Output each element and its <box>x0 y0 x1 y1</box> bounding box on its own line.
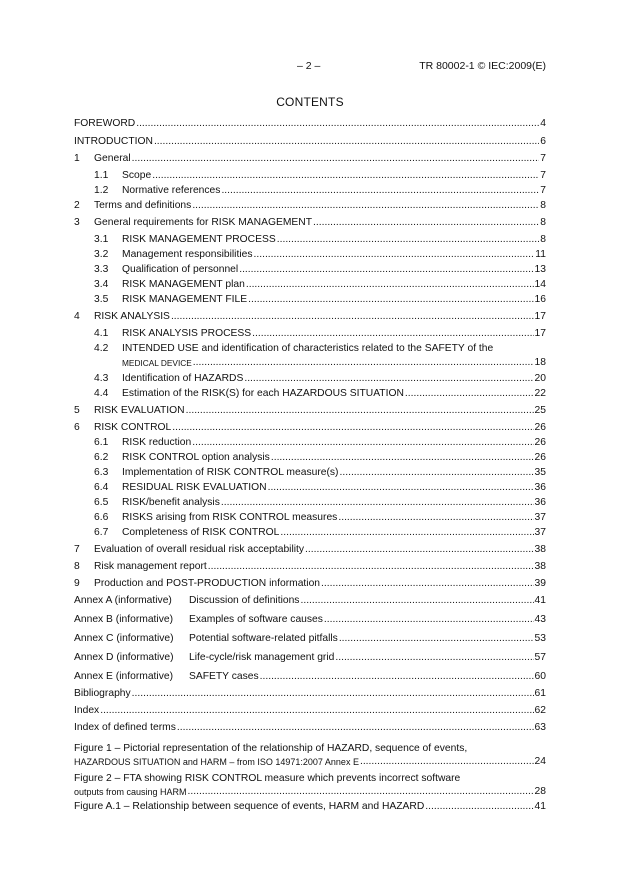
contents-title: CONTENTS <box>276 95 344 109</box>
dot-leader <box>277 234 540 246</box>
toc-entry[interactable] <box>74 422 546 434</box>
toc-entry-title: RISK ANALYSIS <box>94 311 170 322</box>
toc-entry[interactable] <box>74 688 546 700</box>
dot-leader <box>280 527 533 539</box>
figure-entry-line <box>74 786 546 798</box>
toc-entry-page: 57 <box>534 652 546 663</box>
toc-entry-number: 2 <box>74 200 80 211</box>
toc-entry-line <box>74 185 546 197</box>
toc-entry-number: 4.2 <box>94 343 109 354</box>
annex-label: Annex C (informative) <box>74 633 174 644</box>
dot-leader <box>172 422 533 434</box>
toc-entry-number: 4.4 <box>94 388 109 399</box>
toc-entry-line <box>74 373 546 385</box>
toc-entry-line <box>74 497 546 509</box>
toc-entry-line <box>74 512 546 524</box>
toc-entry-title: Completeness of RISK CONTROL <box>122 527 280 538</box>
dot-leader <box>186 405 534 417</box>
toc-entry-page: 13 <box>534 264 546 275</box>
toc-entry[interactable] <box>74 294 546 306</box>
dot-leader <box>339 633 534 645</box>
toc-entry-title: Management responsibilities <box>122 249 253 260</box>
annex-label: Annex B (informative) <box>74 614 174 625</box>
toc-entry[interactable] <box>74 652 546 664</box>
toc-entry[interactable] <box>74 578 546 590</box>
toc-entry-line <box>74 422 546 434</box>
toc-entry-page: 37 <box>534 527 546 538</box>
toc-entry[interactable] <box>74 136 546 148</box>
toc-entry[interactable] <box>74 722 546 734</box>
toc-entry-number: 4 <box>74 311 80 322</box>
toc-entry-page: 14 <box>534 279 546 290</box>
dot-leader <box>360 756 534 768</box>
toc-entry-line <box>74 544 546 556</box>
toc-entry-number: 1 <box>74 153 80 164</box>
toc-entry-page: 36 <box>534 482 546 493</box>
dot-leader <box>246 279 534 291</box>
toc-entry-title: RISK CONTROL option analysis <box>122 452 270 463</box>
toc-entry-page: 39 <box>534 578 546 589</box>
toc-entry-number: 6.5 <box>94 497 109 508</box>
toc-entry-line <box>74 136 546 148</box>
toc-entry[interactable] <box>74 482 546 494</box>
toc-entry-line <box>74 357 546 369</box>
toc-entry-page: 7 <box>540 153 546 164</box>
toc-entry-page: 16 <box>534 294 546 305</box>
dot-leader <box>425 801 533 813</box>
toc-entry-number: 4.1 <box>94 328 109 339</box>
toc-entry-page: 38 <box>534 561 546 572</box>
toc-entry-page: 6 <box>540 136 546 147</box>
dot-leader <box>313 217 539 229</box>
toc-entry-number: 1.1 <box>94 170 109 181</box>
toc-entry[interactable] <box>74 561 546 573</box>
toc-entry-line <box>74 200 546 212</box>
toc-entry-line <box>74 388 546 400</box>
toc-entry[interactable] <box>74 311 546 323</box>
toc-entry-title: Estimation of the RISK(S) for each HAZARDOUS SITUATION <box>122 388 404 399</box>
toc-entry[interactable] <box>74 373 546 385</box>
toc-entry-line <box>74 722 546 734</box>
toc-entry-line <box>74 578 546 590</box>
toc-entry-title: Scope <box>122 170 152 181</box>
dot-leader <box>321 578 533 590</box>
dot-leader <box>405 388 534 400</box>
toc-entry-line <box>74 614 546 626</box>
toc-entry[interactable] <box>74 633 546 645</box>
toc-entry-title: FOREWORD <box>74 118 136 129</box>
toc-entry-line <box>74 343 546 355</box>
toc-entry-number: 3 <box>74 217 80 228</box>
toc-entry-page: 37 <box>534 512 546 523</box>
toc-entry[interactable] <box>74 437 546 449</box>
toc-entry-title: General <box>94 153 131 164</box>
dot-leader <box>152 170 539 182</box>
toc-entry-line <box>74 437 546 449</box>
toc-entry-line <box>74 482 546 494</box>
toc-entry-title-continued: MEDICAL DEVICE <box>122 358 192 368</box>
dot-leader <box>221 497 534 509</box>
toc-entry[interactable] <box>74 467 546 479</box>
toc-entry-number: 6.2 <box>94 452 109 463</box>
figure-entry[interactable] <box>74 801 546 813</box>
toc-entry-page: 17 <box>534 311 546 322</box>
toc-entry-page: 41 <box>534 595 546 606</box>
toc-entry-page: 26 <box>534 422 546 433</box>
toc-entry-line <box>74 153 546 165</box>
toc-entry-title: RISK CONTROL <box>94 422 172 433</box>
toc-entry-number: 3.1 <box>94 234 109 245</box>
dot-leader <box>132 688 534 700</box>
toc-entry-number: 6 <box>74 422 80 433</box>
toc-entry-title: RESIDUAL RISK EVALUATION <box>122 482 267 493</box>
figure-entry-line <box>74 743 546 755</box>
dot-leader <box>154 136 539 148</box>
toc-entry[interactable] <box>74 217 546 229</box>
dot-leader <box>300 595 533 607</box>
toc-entry[interactable] <box>74 343 546 369</box>
toc-entry-page: 43 <box>534 614 546 625</box>
toc-entry-page: 53 <box>534 633 546 644</box>
figure-caption-continued: outputs from causing HARM <box>74 787 187 797</box>
toc-entry-line <box>74 279 546 291</box>
dot-leader <box>248 294 533 306</box>
toc-entry-line <box>74 671 546 683</box>
toc-entry-title: RISK MANAGEMENT PROCESS <box>122 234 276 245</box>
dot-leader <box>252 328 533 340</box>
toc-entry-line <box>74 705 546 717</box>
toc-entry-line <box>74 561 546 573</box>
figure-entry[interactable] <box>74 743 546 768</box>
toc-entry[interactable] <box>74 234 546 246</box>
dot-leader <box>193 357 534 369</box>
toc-entry-line <box>74 234 546 246</box>
toc-entry-line <box>74 688 546 700</box>
toc-entry-number: 6.1 <box>94 437 109 448</box>
toc-entry-line <box>74 118 546 130</box>
toc-entry-title: Production and POST-PRODUCTION information <box>94 578 321 589</box>
toc-entry-title: RISK ANALYSIS PROCESS <box>122 328 252 339</box>
annex-label: Annex E (informative) <box>74 671 174 682</box>
toc-entry-title: Life-cycle/risk management grid <box>189 652 335 663</box>
toc-entry-title: General requirements for RISK MANAGEMENT <box>94 217 313 228</box>
toc-entry-title: Identification of HAZARDS <box>122 373 244 384</box>
toc-entry[interactable] <box>74 279 546 291</box>
dot-leader <box>132 153 540 165</box>
figure-page: 24 <box>534 756 546 767</box>
toc-entry-page: 8 <box>540 200 546 211</box>
figure-entry[interactable] <box>74 773 546 798</box>
toc-entry-page: 38 <box>534 544 546 555</box>
toc-entry-title: Evaluation of overall residual risk acceptability <box>94 544 305 555</box>
toc-entry-page: 11 <box>535 249 546 260</box>
dot-leader <box>335 652 533 664</box>
toc-entry[interactable] <box>74 249 546 261</box>
toc-entry-page: 35 <box>534 467 546 478</box>
toc-entry-number: 3.3 <box>94 264 109 275</box>
toc-entry-page: 25 <box>534 405 546 416</box>
dot-leader <box>244 373 533 385</box>
dot-leader <box>171 311 534 323</box>
dot-leader <box>192 437 533 449</box>
dot-leader <box>177 722 534 734</box>
toc-entry-page: 36 <box>534 497 546 508</box>
toc-entry-number: 3.4 <box>94 279 109 290</box>
dot-leader <box>100 705 533 717</box>
dot-leader <box>268 482 534 494</box>
dot-leader <box>260 671 534 683</box>
toc-entry-line <box>74 264 546 276</box>
dot-leader <box>221 185 539 197</box>
toc-entry[interactable] <box>74 452 546 464</box>
toc-entry-page: 4 <box>540 118 546 129</box>
toc-entry-title: Bibliography <box>74 688 131 699</box>
figure-caption-continued: HAZARDOUS SITUATION and HARM – from ISO 14971:2007 Annex E <box>74 757 359 767</box>
figure-entry-line <box>74 773 546 785</box>
toc-entry-title: Potential software-related pitfalls <box>189 633 338 644</box>
dot-leader <box>340 467 534 479</box>
toc-entry-title: Terms and definitions <box>94 200 192 211</box>
toc-entry-line <box>74 467 546 479</box>
toc-entry-title: INTENDED USE and identification of characteristics related to the SAFETY of the <box>122 343 494 354</box>
toc-entry[interactable] <box>74 705 546 717</box>
toc-entry-title: Discussion of definitions <box>189 595 300 606</box>
toc-entry[interactable] <box>74 200 546 212</box>
toc-entry-page: 60 <box>534 671 546 682</box>
toc-entry-number: 6.6 <box>94 512 109 523</box>
toc-entry-number: 7 <box>74 544 80 555</box>
toc-entry[interactable] <box>74 595 546 607</box>
dot-leader <box>271 452 534 464</box>
page-number: – 2 – <box>297 60 321 72</box>
toc-entry-title: RISK MANAGEMENT FILE <box>122 294 248 305</box>
figure-page: 28 <box>534 786 546 797</box>
figure-caption: Figure 2 – FTA showing RISK CONTROL measure which prevents incorrect software <box>74 773 461 784</box>
toc-entry-title: Index of defined terms <box>74 722 176 733</box>
toc-entry-title: RISKS arising from RISK CONTROL measures <box>122 512 338 523</box>
toc-entry[interactable] <box>74 328 546 340</box>
toc-entry-line <box>74 311 546 323</box>
toc-entry-line <box>74 405 546 417</box>
toc-entry-page: 61 <box>534 688 546 699</box>
toc-entry-line <box>74 328 546 340</box>
toc-entry[interactable] <box>74 512 546 524</box>
toc-entry-page: 20 <box>534 373 546 384</box>
figure-caption: Figure A.1 – Relationship between sequence of events, HARM and HAZARD <box>74 801 425 812</box>
toc-entry-title: Index <box>74 705 100 716</box>
toc-entry[interactable] <box>74 544 546 556</box>
toc-entry-title: Examples of software causes <box>189 614 323 625</box>
toc-entry-line <box>74 170 546 182</box>
dot-leader <box>324 614 534 626</box>
toc-entry-page: 8 <box>540 217 546 228</box>
toc-entry-line <box>74 652 546 664</box>
toc-entry[interactable] <box>74 118 546 130</box>
toc-entry[interactable] <box>74 527 546 539</box>
annex-label: Annex D (informative) <box>74 652 174 663</box>
toc-entry-title: RISK EVALUATION <box>94 405 185 416</box>
toc-entry[interactable] <box>74 264 546 276</box>
dot-leader <box>254 249 535 261</box>
toc-entry-page: 7 <box>540 185 546 196</box>
toc-entry-number: 5 <box>74 405 80 416</box>
dot-leader <box>188 786 534 798</box>
toc-entry[interactable] <box>74 405 546 417</box>
toc-entry-title: RISK MANAGEMENT plan <box>122 279 245 290</box>
toc-entry-page: 17 <box>534 328 546 339</box>
document-reference: TR 80002-1 © IEC:2009(E) <box>419 60 546 72</box>
toc-entry-number: 3.5 <box>94 294 109 305</box>
dot-leader <box>208 561 534 573</box>
figure-caption: Figure 1 – Pictorial representation of the relationship of HAZARD, sequence of events, <box>74 743 468 754</box>
toc-entry-line <box>74 527 546 539</box>
toc-entry-title: Qualification of personnel <box>122 264 239 275</box>
toc-entry-line <box>74 633 546 645</box>
toc-entry-page: 18 <box>534 357 546 368</box>
toc-entry-number: 6.3 <box>94 467 109 478</box>
dot-leader <box>136 118 539 130</box>
toc-entry-line <box>74 217 546 229</box>
toc-entry-line <box>74 294 546 306</box>
toc-entry-line <box>74 595 546 607</box>
toc-entry[interactable] <box>74 671 546 683</box>
dot-leader <box>192 200 539 212</box>
toc-entry[interactable] <box>74 388 546 400</box>
toc-entry-page: 7 <box>540 170 546 181</box>
annex-label: Annex A (informative) <box>74 595 172 606</box>
toc-entry-number: 9 <box>74 578 80 589</box>
dot-leader <box>338 512 533 524</box>
toc-entry-title: RISK/benefit analysis <box>122 497 220 508</box>
toc-entry-title: RISK reduction <box>122 437 192 448</box>
toc-entry-number: 4.3 <box>94 373 109 384</box>
figure-entry-line <box>74 801 546 813</box>
toc-entry-number: 8 <box>74 561 80 572</box>
toc-entry-title: Normative references <box>122 185 221 196</box>
toc-entry-line <box>74 249 546 261</box>
toc-entry-title: SAFETY cases <box>189 671 259 682</box>
toc-entry-number: 1.2 <box>94 185 109 196</box>
dot-leader <box>239 264 533 276</box>
toc-entry-page: 62 <box>534 705 546 716</box>
toc-entry-title: Risk management report <box>94 561 207 572</box>
toc-entry-number: 3.2 <box>94 249 109 260</box>
toc-entry[interactable] <box>74 185 546 197</box>
toc-entry[interactable] <box>74 614 546 626</box>
toc-entry-page: 22 <box>534 388 546 399</box>
toc-entry-title: INTRODUCTION <box>74 136 153 147</box>
toc-entry-page: 26 <box>534 437 546 448</box>
toc-entry[interactable] <box>74 170 546 182</box>
toc-entry-line <box>74 452 546 464</box>
toc-entry[interactable] <box>74 153 546 165</box>
figure-entry-line <box>74 756 546 768</box>
dot-leader <box>305 544 533 556</box>
figure-page: 41 <box>534 801 546 812</box>
toc-entry[interactable] <box>74 497 546 509</box>
toc-entry-page: 8 <box>540 234 546 245</box>
toc-entry-page: 63 <box>534 722 546 733</box>
toc-entry-title: Implementation of RISK CONTROL measure(s) <box>122 467 339 478</box>
toc-entry-number: 6.7 <box>94 527 109 538</box>
toc-entry-number: 6.4 <box>94 482 109 493</box>
toc-entry-page: 26 <box>534 452 546 463</box>
